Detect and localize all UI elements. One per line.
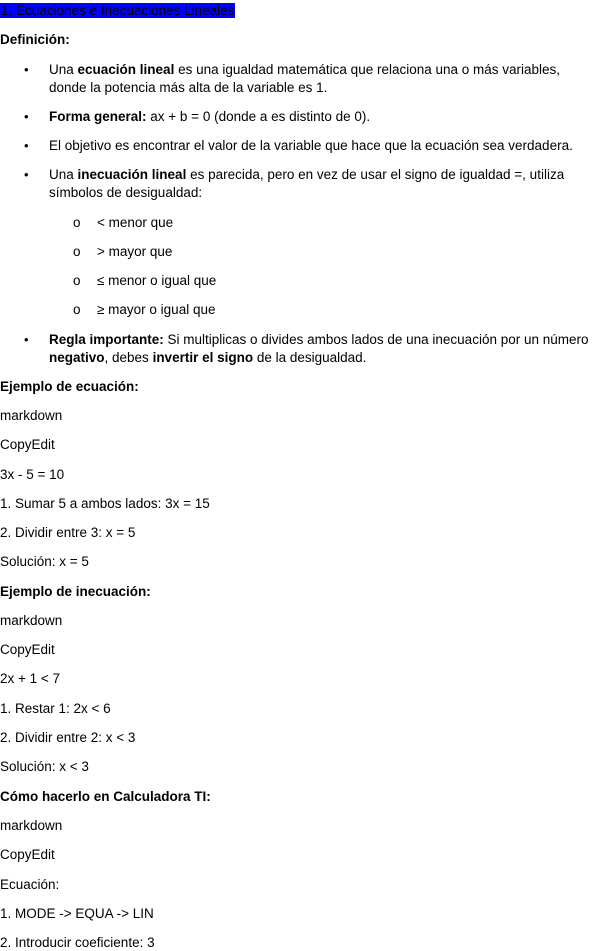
ejemplo-ecuacion-label: Ejemplo de ecuación: — [0, 379, 139, 394]
ecuacion-step-2: 2. Dividir entre 3: x = 5 — [0, 525, 136, 540]
bullet-marker: • — [24, 167, 29, 182]
bullet-objetivo: El objetivo es encontrar el valor de la variable que hace que la ecuación sea verdadera. — [49, 138, 573, 153]
inecuacion-solucion: Solución: x < 3 — [0, 759, 89, 774]
sub-bullet-menor: < menor que — [97, 215, 174, 230]
bullet-bold-term: invertir el signo — [152, 350, 254, 365]
sub-bullet-marker: o — [73, 215, 81, 230]
bullet-ecuacion-lineal — [49, 61, 599, 97]
code-lang-label: markdown — [0, 408, 63, 423]
copy-edit-button[interactable]: CopyEdit — [0, 642, 55, 657]
calculadora-ecuacion-label: Ecuación: — [0, 877, 60, 892]
calculadora-step-1: 1. MODE -> EQUA -> LIN — [0, 906, 154, 921]
sub-bullet-menor-igual: ≤ menor o igual que — [97, 273, 217, 288]
bullet-bold-term: inecuación lineal — [77, 167, 187, 182]
bullet-inecuacion-lineal — [49, 166, 599, 202]
heading-text: 1. Ecuaciones e Inecuaciones Lineales — [1, 3, 235, 18]
sub-bullet-mayor-igual: ≥ mayor o igual que — [97, 302, 216, 317]
ecuacion-solucion: Solución: x = 5 — [0, 554, 89, 569]
bullet-bold-term: negativo — [49, 350, 105, 365]
bullet-marker: • — [24, 109, 29, 124]
ejemplo-inecuacion-label: Ejemplo de inecuación: — [0, 584, 151, 599]
bullet-text: Si multiplicas o divides ambos lados de una inecuación por un número — [163, 332, 589, 347]
bullet-text: ax + b = 0 (donde a es distinto de 0). — [146, 109, 371, 124]
copy-edit-button[interactable]: CopyEdit — [0, 847, 55, 862]
bullet-text: es una igualdad matemática que relaciona una o más variables, donde la potencia más alta de la variable es 1. — [49, 62, 561, 95]
inecuacion-line: 2x + 1 < 7 — [0, 671, 61, 686]
ecuacion-step-1: 1. Sumar 5 a ambos lados: 3x = 15 — [0, 496, 210, 511]
ecuacion-line: 3x - 5 = 10 — [0, 467, 65, 482]
calculadora-step-2: 2. Introducir coeficiente: 3 — [0, 935, 155, 950]
definicion-label: Definición: — [0, 32, 70, 47]
bullet-text: es parecida, pero en vez de usar el signo de igualdad =, utiliza símbolos de desigualdad: — [49, 167, 565, 200]
inecuacion-step-2: 2. Dividir entre 2: x < 3 — [0, 730, 136, 745]
calculadora-label: Cómo hacerlo en Calculadora TI: — [0, 789, 211, 804]
bullet-text: Una — [49, 167, 78, 182]
sub-bullet-marker: o — [73, 244, 81, 259]
sub-bullet-marker: o — [73, 302, 81, 317]
copy-edit-button[interactable]: CopyEdit — [0, 437, 55, 452]
bullet-bold-term: ecuación lineal — [77, 62, 175, 77]
code-lang-label: markdown — [0, 818, 63, 833]
bullet-marker: • — [24, 62, 29, 77]
bullet-text: de la desigualdad. — [253, 350, 367, 365]
sub-bullet-marker: o — [73, 273, 81, 288]
bullet-bold-term: Regla importante: — [49, 332, 164, 347]
bullet-marker: • — [24, 138, 29, 153]
bullet-text: , debes — [104, 350, 153, 365]
bullet-bold-term: Forma general: — [49, 109, 147, 124]
bullet-text: Una — [49, 62, 78, 77]
section-heading — [0, 2, 235, 19]
bullet-regla-importante — [49, 331, 599, 367]
inecuacion-step-1: 1. Restar 1: 2x < 6 — [0, 701, 111, 716]
bullet-marker: • — [24, 332, 29, 347]
code-lang-label: markdown — [0, 613, 63, 628]
sub-bullet-mayor: > mayor que — [97, 244, 173, 259]
bullet-forma-general — [49, 108, 599, 126]
